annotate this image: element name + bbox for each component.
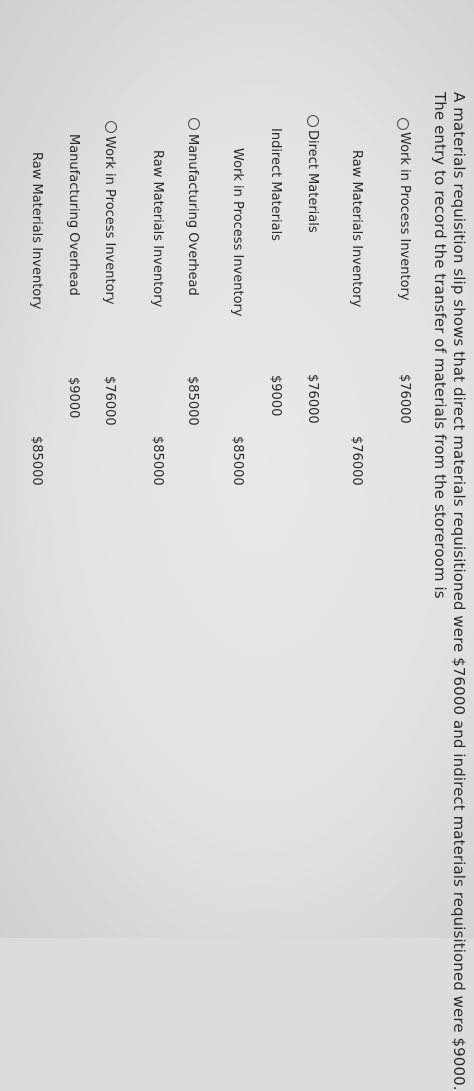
option-1-account-1: Work in Process Inventory xyxy=(397,132,412,301)
option-4-account-2: Manufacturing Overhead xyxy=(66,134,81,296)
option-2-debit-1: $76000 xyxy=(305,374,320,424)
option-2-account-3: Work in Process Inventory xyxy=(230,148,245,317)
option-4-account-1: Work in Process Inventory xyxy=(102,136,117,305)
option-4-debit-2: $9000 xyxy=(66,377,81,419)
option-1-credit-2: $76000 xyxy=(349,436,364,486)
question-text xyxy=(430,92,468,1091)
option-1-debit-1: $76000 xyxy=(397,374,412,424)
question-line-1: A materials requisition slip shows that direct materials requisitioned were $76000 and indirect materials requisitioned were $9000. xyxy=(450,92,468,1091)
option-3-account-1: Manufacturing Overhead xyxy=(185,134,200,296)
option-1-radio[interactable] xyxy=(397,118,409,130)
option-2-account-1: Direct Materials xyxy=(305,130,320,233)
option-2-credit-3: $85000 xyxy=(230,436,245,486)
question-line-2: The entry to record the transfer of materials from the storeroom is xyxy=(431,92,449,599)
option-4-debit-1: $76000 xyxy=(102,376,117,426)
option-2-radio[interactable] xyxy=(307,115,319,127)
option-2-debit-2: $9000 xyxy=(268,375,283,417)
option-4-account-3: Raw Materials Inventory xyxy=(29,152,44,310)
option-4-radio[interactable] xyxy=(105,121,117,133)
option-4-credit-3: $85000 xyxy=(29,436,44,486)
option-3-credit-2: $85000 xyxy=(150,436,165,486)
option-2-account-2: Indirect Materials xyxy=(268,128,283,241)
option-3-radio[interactable] xyxy=(188,118,200,130)
option-3-debit-1: $85000 xyxy=(185,376,200,426)
option-1-account-2: Raw Materials Inventory xyxy=(349,150,364,308)
option-3-account-2: Raw Materials Inventory xyxy=(150,150,165,308)
